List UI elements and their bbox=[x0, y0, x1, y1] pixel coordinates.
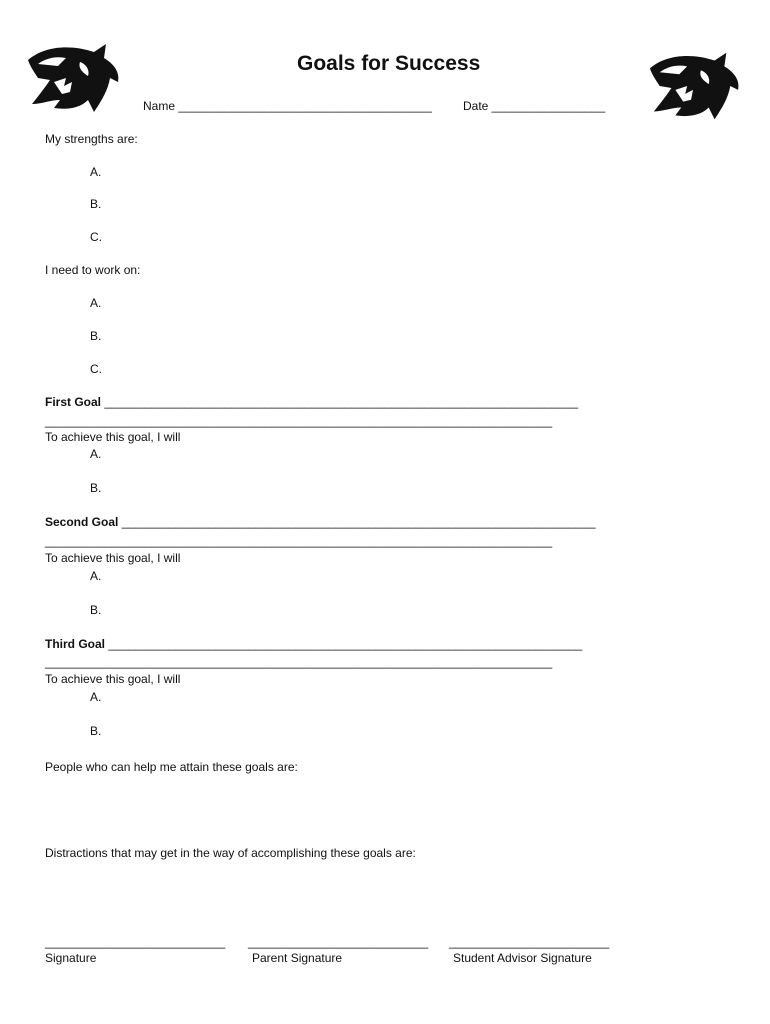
page-title: Goals for Success bbox=[297, 52, 481, 75]
distractions-heading: Distractions that may get in the way of accomplishing these goals are: bbox=[45, 846, 416, 860]
strengths-heading: My strengths are: bbox=[45, 132, 138, 146]
first-goal-row bbox=[45, 395, 578, 409]
second-goal-item-a: A. bbox=[90, 569, 102, 583]
parent-signature-line[interactable]: ___________________________ bbox=[248, 935, 429, 949]
first-goal-line[interactable]: _______________________________________________________________________ bbox=[104, 395, 579, 409]
third-goal-item-a: A. bbox=[90, 690, 102, 704]
first-goal-line-2[interactable]: ____________________________________________________________________________ bbox=[45, 414, 553, 428]
second-goal-label: Second Goal bbox=[45, 515, 119, 529]
people-heading: People who can help me attain these goals are: bbox=[45, 760, 298, 774]
work-on-item-b: B. bbox=[90, 329, 102, 343]
signature-line[interactable]: ___________________________ bbox=[45, 935, 226, 949]
third-goal-achieve: To achieve this goal, I will bbox=[45, 672, 181, 686]
first-goal-item-a: A. bbox=[90, 447, 102, 461]
first-goal-label: First Goal bbox=[45, 395, 102, 409]
third-goal-row bbox=[45, 637, 582, 651]
signature-label: Signature bbox=[45, 951, 97, 965]
third-goal-line[interactable]: _______________________________________________________________________ bbox=[108, 637, 583, 651]
panther-head-logo-icon bbox=[646, 50, 742, 122]
strength-item-a: A. bbox=[90, 165, 102, 179]
third-goal-item-b: B. bbox=[90, 724, 102, 738]
second-goal-line-2[interactable]: ____________________________________________________________________________ bbox=[45, 534, 553, 548]
second-goal-row bbox=[45, 515, 596, 529]
second-goal-achieve: To achieve this goal, I will bbox=[45, 551, 181, 565]
date-field[interactable]: Date _________________ bbox=[463, 99, 606, 113]
work-on-heading: I need to work on: bbox=[45, 263, 141, 277]
second-goal-line[interactable]: _______________________________________________________________________ bbox=[121, 515, 596, 529]
first-goal-item-b: B. bbox=[90, 481, 102, 495]
panther-head-logo-icon bbox=[24, 42, 122, 114]
strength-item-b: B. bbox=[90, 197, 102, 211]
advisor-signature-line[interactable]: ________________________ bbox=[449, 935, 610, 949]
work-on-item-a: A. bbox=[90, 296, 102, 310]
work-on-item-c: C. bbox=[90, 362, 102, 376]
second-goal-item-b: B. bbox=[90, 603, 102, 617]
parent-signature-label: Parent Signature bbox=[252, 951, 343, 965]
third-goal-label: Third Goal bbox=[45, 637, 105, 651]
first-goal-achieve: To achieve this goal, I will bbox=[45, 430, 181, 444]
name-field[interactable]: Name ______________________________________ bbox=[143, 99, 432, 113]
advisor-signature-label: Student Advisor Signature bbox=[453, 951, 592, 965]
third-goal-line-2[interactable]: ____________________________________________________________________________ bbox=[45, 655, 553, 669]
strength-item-c: C. bbox=[90, 230, 102, 244]
